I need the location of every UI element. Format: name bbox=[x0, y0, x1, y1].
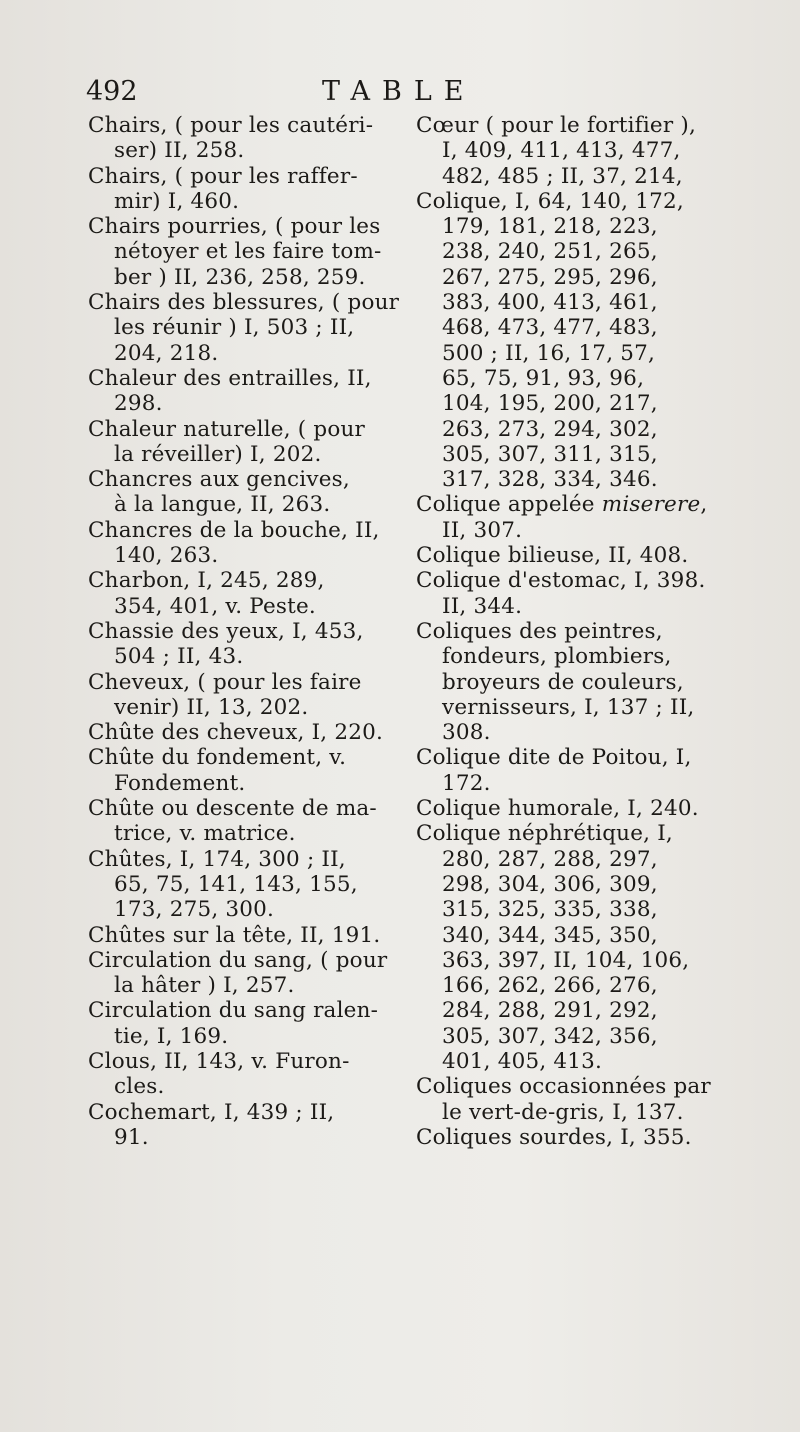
index-entry-line: Charbon, I, 245, 289, bbox=[88, 568, 325, 594]
index-entry-line: les réunir ) I, 503 ; II, bbox=[114, 315, 355, 341]
index-entry-line: 383, 400, 413, 461, bbox=[442, 290, 658, 316]
index-entry bbox=[416, 113, 746, 189]
index-entry bbox=[416, 189, 746, 493]
index-entry bbox=[88, 568, 404, 619]
index-entry bbox=[88, 1100, 404, 1151]
index-entry bbox=[88, 619, 404, 670]
index-entry-line: le vert-de-gris, I, 137. bbox=[442, 1099, 684, 1125]
index-entry-line: Colique bilieuse, II, 408. bbox=[416, 543, 689, 569]
index-entry-line: tie, I, 169. bbox=[114, 1023, 229, 1049]
index-entry-line: vernisseurs, I, 137 ; II, bbox=[442, 694, 695, 720]
index-entry-line: 500 ; II, 16, 17, 57, bbox=[442, 340, 656, 366]
index-entry bbox=[416, 1125, 746, 1150]
index-entry-line: Chûtes, I, 174, 300 ; II, bbox=[88, 846, 346, 872]
index-entry-line: 267, 275, 295, 296, bbox=[442, 264, 658, 290]
index-entry-line: 305, 307, 311, 315, bbox=[442, 441, 658, 467]
index-entry-line: Circulation du sang, ( pour bbox=[88, 947, 388, 973]
index-entry-line: 354, 401, v. Peste. bbox=[114, 593, 316, 619]
index-entry-line: Chairs, ( pour les cautéri- bbox=[88, 113, 374, 138]
index-entry-line: 280, 287, 288, 297, bbox=[442, 846, 658, 872]
index-entry bbox=[88, 518, 404, 569]
index-entry bbox=[88, 467, 404, 518]
index-entry-line: Coliques des peintres, bbox=[416, 618, 663, 644]
index-entry-line: 363, 397, II, 104, 106, bbox=[442, 947, 690, 973]
index-entry-line: 308. bbox=[442, 720, 491, 746]
index-entry bbox=[88, 670, 404, 721]
index-entry bbox=[416, 543, 746, 568]
index-entry-line: II, 344. bbox=[442, 593, 523, 619]
index-entry-line: Chûtes sur la tête, II, 191. bbox=[88, 922, 381, 948]
index-entry-line: Coliques occasionnées par bbox=[416, 1074, 711, 1100]
index-entry bbox=[88, 113, 404, 164]
index-entry-line: Cœur ( pour le fortifier ), bbox=[416, 113, 696, 138]
index-entry-line: Chairs pourries, ( pour les bbox=[88, 214, 381, 240]
index-entry-line: la hâter ) I, 257. bbox=[114, 973, 295, 999]
index-entry-line: 468, 473, 477, 483, bbox=[442, 315, 658, 341]
index-entry-line: Circulation du sang ralen- bbox=[88, 998, 379, 1024]
index-entry bbox=[416, 821, 746, 1074]
index-entry-line: Chûte ou descente de ma- bbox=[88, 796, 377, 822]
index-entry bbox=[88, 745, 404, 796]
index-entry-line: Colique d'estomac, I, 398. bbox=[416, 568, 706, 594]
index-entry-line: ser) II, 258. bbox=[114, 138, 245, 164]
index-entry-line: Chûte du fondement, v. bbox=[88, 745, 347, 771]
index-column-right bbox=[416, 113, 746, 1150]
page-number: 492 bbox=[86, 76, 138, 107]
index-entry bbox=[416, 492, 746, 543]
index-entry-line: cles. bbox=[114, 1074, 165, 1100]
index-entry-line: Colique dite de Poitou, I, bbox=[416, 745, 692, 771]
index-entry-line: 340, 344, 345, 350, bbox=[442, 922, 658, 948]
index-entry-line: 482, 485 ; II, 37, 214, bbox=[442, 163, 683, 189]
index-entry-line: 298, 304, 306, 309, bbox=[442, 871, 658, 897]
index-entry-line: Fondement. bbox=[114, 770, 246, 796]
index-entry-line: 65, 75, 141, 143, 155, bbox=[114, 871, 358, 897]
index-entry-line: Cochemart, I, 439 ; II, bbox=[88, 1099, 335, 1125]
index-entry bbox=[88, 948, 404, 999]
index-entry-line: 204, 218. bbox=[114, 340, 219, 366]
index-entry-line: fondeurs, plombiers, bbox=[442, 644, 672, 670]
index-entry-line: ber ) II, 236, 258, 259. bbox=[114, 264, 366, 290]
index-entry-line: 65, 75, 91, 93, 96, bbox=[442, 365, 645, 391]
index-entry-line: Chancres aux gencives, bbox=[88, 467, 350, 493]
index-entry-line: Chaleur naturelle, ( pour bbox=[88, 416, 366, 442]
index-entry-line: 305, 307, 342, 356, bbox=[442, 1023, 658, 1049]
index-entry bbox=[88, 164, 404, 215]
index-entry-line: Chairs, ( pour les raffer- bbox=[88, 163, 358, 189]
index-entry-line: I, 409, 411, 413, 477, bbox=[442, 138, 681, 164]
index-entry-line: mir) I, 460. bbox=[114, 188, 240, 214]
index-entry-line: II, 307. bbox=[442, 517, 523, 543]
index-entry-line: 140, 263. bbox=[114, 543, 219, 569]
index-entry-line: Colique, I, 64, 140, 172, bbox=[416, 188, 684, 214]
index-column-left bbox=[88, 113, 404, 1150]
index-entry bbox=[416, 619, 746, 745]
index-entry-line: Cheveux, ( pour les faire bbox=[88, 669, 362, 695]
index-entry bbox=[88, 366, 404, 417]
index-entry bbox=[88, 847, 404, 923]
index-entry-line: Chassie des yeux, I, 453, bbox=[88, 618, 364, 644]
index-entry bbox=[88, 1049, 404, 1100]
index-entry-line: 298. bbox=[114, 391, 163, 417]
index-entry-line: trice, v. matrice. bbox=[114, 821, 296, 847]
index-entry-line: 104, 195, 200, 217, bbox=[442, 391, 658, 417]
index-entry-line: 91. bbox=[114, 1124, 149, 1150]
index-entry-line: 172. bbox=[442, 770, 491, 796]
index-entry-line: Chairs des blessures, ( pour bbox=[88, 290, 400, 316]
index-entry-line: 315, 325, 335, 338, bbox=[442, 897, 658, 923]
index-entry bbox=[416, 745, 746, 796]
index-entry-line: Chaleur des entrailles, II, bbox=[88, 365, 372, 391]
index-entry-line: 179, 181, 218, 223, bbox=[442, 214, 658, 240]
index-entry-line: Colique humorale, I, 240. bbox=[416, 796, 699, 822]
index-entry-line: Chancres de la bouche, II, bbox=[88, 517, 380, 543]
index-entry-line: Colique appelée miserere, bbox=[416, 492, 708, 518]
index-entry-line: 166, 262, 266, 276, bbox=[442, 973, 658, 999]
index-entry bbox=[88, 796, 404, 847]
index-entry-line: 238, 240, 251, 265, bbox=[442, 239, 658, 265]
index-entry-line: Coliques sourdes, I, 355. bbox=[416, 1124, 692, 1150]
index-entry-line: Clous, II, 143, v. Furon- bbox=[88, 1048, 350, 1074]
index-entry-line: 504 ; II, 43. bbox=[114, 644, 244, 670]
index-entry bbox=[416, 796, 746, 821]
index-entry-line: venir) II, 13, 202. bbox=[114, 694, 309, 720]
index-entry bbox=[416, 568, 746, 619]
running-title: TABLE bbox=[322, 76, 476, 107]
index-entry-line: nétoyer et les faire tom- bbox=[114, 239, 382, 265]
index-entry bbox=[88, 214, 404, 290]
index-entry-line: Colique néphrétique, I, bbox=[416, 821, 673, 847]
page-header bbox=[0, 76, 800, 116]
index-entry-line: 173, 275, 300. bbox=[114, 897, 275, 923]
index-entry-line: 317, 328, 334, 346. bbox=[442, 467, 658, 493]
index-entry bbox=[416, 1074, 746, 1125]
index-entry-line: 284, 288, 291, 292, bbox=[442, 998, 658, 1024]
index-entry-line: 401, 405, 413. bbox=[442, 1048, 603, 1074]
index-entry-line: la réveiller) I, 202. bbox=[114, 441, 322, 467]
index-entry-line: 263, 273, 294, 302, bbox=[442, 416, 658, 442]
index-entry-line: à la langue, II, 263. bbox=[114, 492, 331, 518]
index-entry bbox=[88, 290, 404, 366]
index-entry bbox=[88, 923, 404, 948]
index-entry bbox=[88, 998, 404, 1049]
index-entry-line: broyeurs de couleurs, bbox=[442, 669, 684, 695]
index-entry bbox=[88, 417, 404, 468]
index-entry bbox=[88, 720, 404, 745]
index-entry-line: Chûte des cheveux, I, 220. bbox=[88, 720, 384, 746]
